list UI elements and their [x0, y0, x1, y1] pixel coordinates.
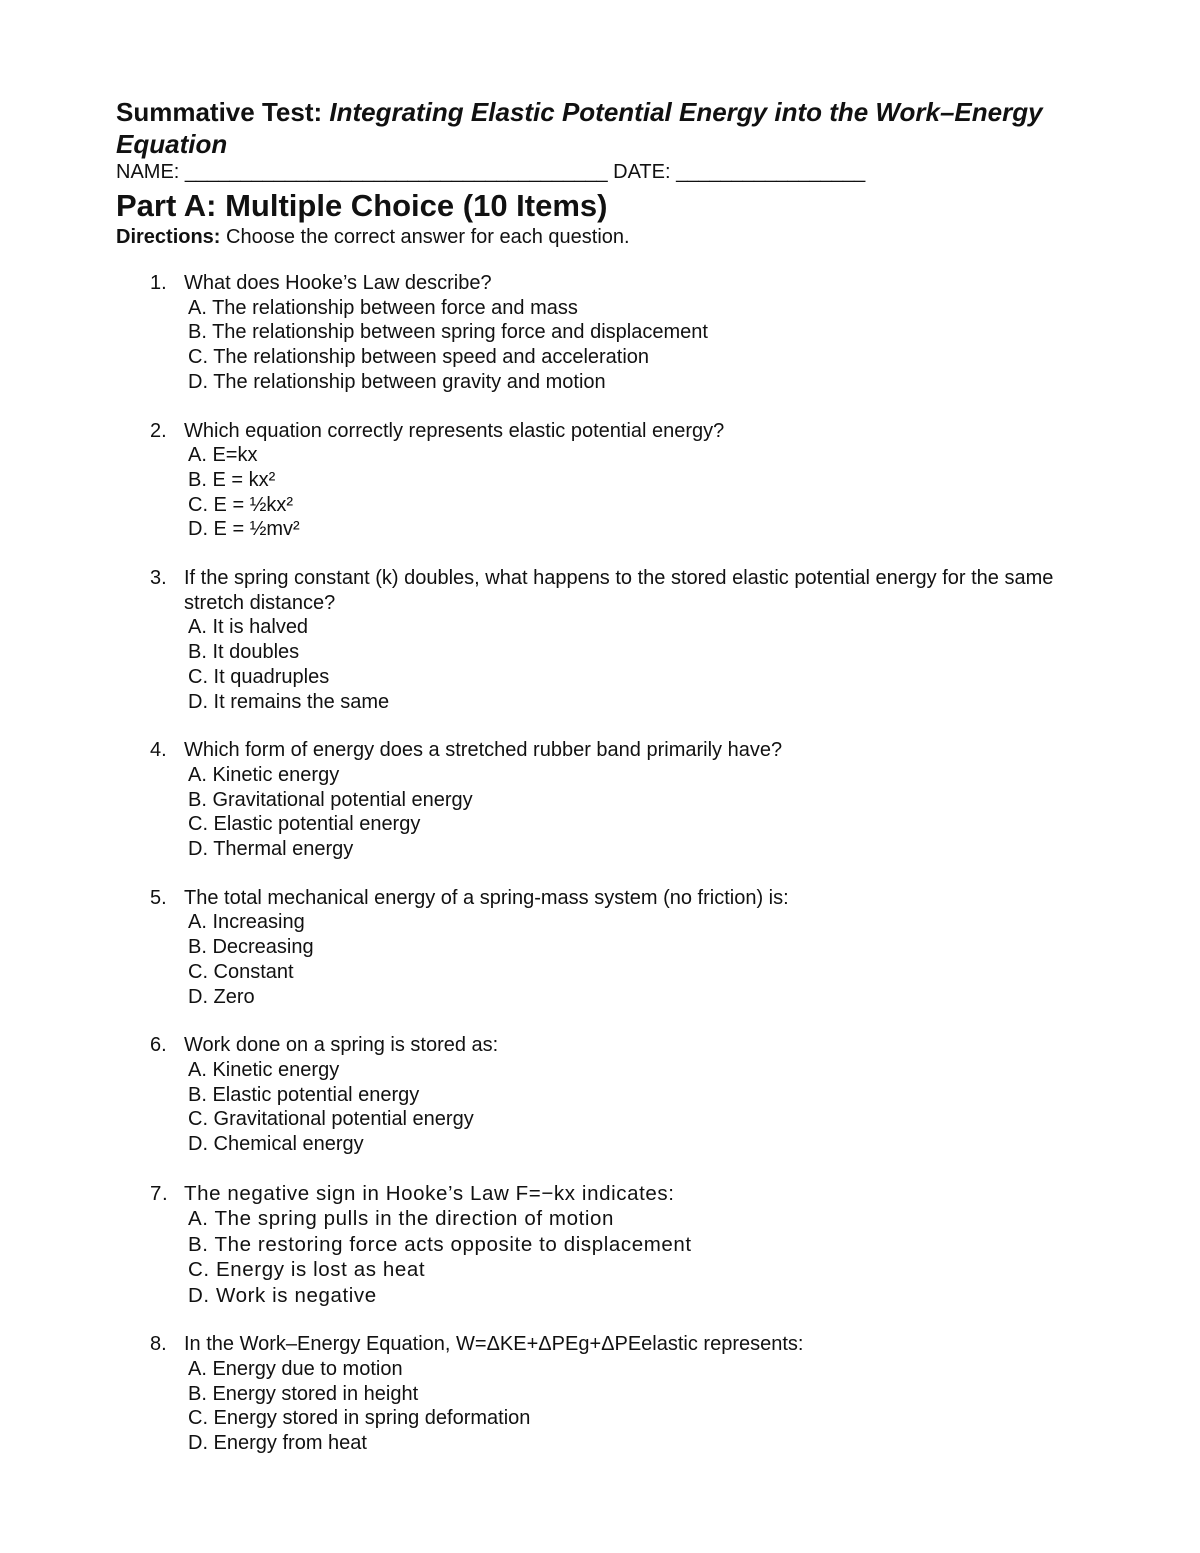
- question-number: 4.: [150, 739, 167, 762]
- choice-a: A. The relationship between force and mass: [188, 296, 578, 319]
- question-number: 5.: [150, 886, 167, 909]
- question-8: [116, 1332, 1106, 1456]
- choice-list: [184, 1357, 1106, 1456]
- directions: [116, 224, 1106, 250]
- question-list: [116, 271, 1106, 1456]
- choice-list: [184, 615, 1106, 714]
- question-text: Which form of energy does a stretched rubber band primarily have?: [184, 739, 783, 762]
- choice-list: [184, 1206, 1106, 1308]
- choice-c: C. Energy is lost as heat: [188, 1258, 426, 1282]
- choice-list: [184, 763, 1106, 862]
- choice-b: B. E = kx²: [188, 468, 276, 491]
- question-7: [116, 1181, 1106, 1309]
- choice-list: [184, 443, 1106, 542]
- choice-list: [184, 1058, 1106, 1157]
- directions-label: Directions:: [116, 226, 221, 248]
- choice-a: A. It is halved: [188, 616, 309, 639]
- choice-a: A. E=kx: [188, 444, 258, 467]
- choice-d: D. It remains the same: [188, 690, 390, 713]
- question-1: [116, 271, 1106, 395]
- question-number: 6.: [150, 1034, 167, 1057]
- choice-c: C. Gravitational potential energy: [188, 1108, 474, 1131]
- question-number: 1.: [150, 272, 167, 294]
- question-number: 3.: [150, 567, 167, 590]
- choice-list: [184, 910, 1106, 1009]
- choice-a: A. The spring pulls in the direction of motion: [188, 1207, 615, 1231]
- question-3: [116, 566, 1106, 714]
- question-text: What does Hooke’s Law describe?: [184, 272, 492, 294]
- question-number: 7.: [150, 1181, 169, 1205]
- choice-a: A. Energy due to motion: [188, 1358, 403, 1380]
- question-number: 8.: [150, 1333, 167, 1356]
- choice-d: D. The relationship between gravity and motion: [188, 370, 606, 393]
- choice-c: C. Constant: [188, 960, 294, 983]
- choice-b: B. Elastic potential energy: [188, 1083, 420, 1106]
- question-text: Which equation correctly represents elastic potential energy?: [184, 419, 725, 442]
- choice-list: [184, 296, 1106, 395]
- question-text: Work done on a spring is stored as:: [184, 1034, 499, 1057]
- choice-a: A. Kinetic energy: [188, 763, 340, 786]
- title-subject: Integrating Elastic Potential Energy into the Work–Energy Equation: [116, 97, 1043, 159]
- choice-d: D. Thermal energy: [188, 838, 354, 861]
- choice-d: D. Chemical energy: [188, 1133, 364, 1156]
- choice-d: D. Work is negative: [188, 1283, 377, 1307]
- title-prefix: Summative Test:: [116, 97, 330, 127]
- choice-d: D. Zero: [188, 985, 255, 1008]
- name-date-line: NAME: ______________________________________ DATE: _________________: [116, 161, 866, 183]
- question-6: [116, 1033, 1106, 1157]
- choice-c: C. Elastic potential energy: [188, 813, 421, 836]
- choice-b: B. Gravitational potential energy: [188, 788, 473, 811]
- part-a-heading: Part A: Multiple Choice (10 Items): [116, 188, 608, 223]
- question-5: [116, 886, 1106, 1010]
- choice-c: C. E = ½kx²: [188, 493, 294, 516]
- choice-d: D. Energy from heat: [188, 1432, 367, 1455]
- choice-c: C. Energy stored in spring deformation: [188, 1407, 531, 1430]
- question-2: [116, 419, 1106, 543]
- choice-c: C. The relationship between speed and acceleration: [188, 346, 650, 369]
- question-text: The total mechanical energy of a spring-mass system (no friction) is:: [184, 886, 789, 909]
- question-number: 2.: [150, 419, 167, 442]
- choice-a: A. Increasing: [188, 911, 305, 934]
- directions-text: Choose the correct answer for each question.: [220, 226, 630, 248]
- test-page: [116, 96, 1106, 1480]
- choice-c: C. It quadruples: [188, 665, 330, 688]
- choice-a: A. Kinetic energy: [188, 1058, 340, 1081]
- choice-b: B. It doubles: [188, 641, 300, 664]
- choice-b: B. The relationship between spring force and displacement: [188, 321, 708, 344]
- test-title: [116, 96, 1106, 160]
- choice-b: B. The restoring force acts opposite to displacement: [188, 1232, 692, 1256]
- choice-b: B. Energy stored in height: [188, 1382, 419, 1405]
- question-text: In the Work–Energy Equation, W=ΔKE+ΔPEg+ΔPEelastic represents:: [184, 1333, 804, 1356]
- choice-d: D. E = ½mv²: [188, 518, 300, 541]
- choice-b: B. Decreasing: [188, 936, 314, 959]
- question-text: The negative sign in Hooke’s Law F=−kx indicates:: [184, 1181, 675, 1205]
- question-4: [116, 738, 1106, 862]
- question-text: If the spring constant (k) doubles, what happens to the stored elastic potential energy for the same stretch distance?: [184, 567, 1054, 614]
